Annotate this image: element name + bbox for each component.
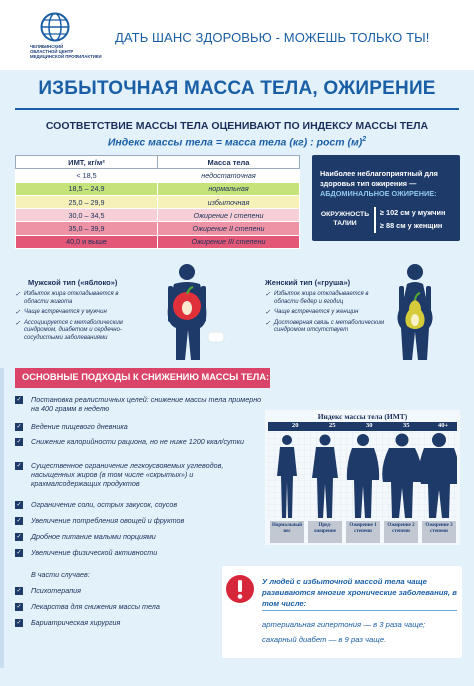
checkbox-icon: ✓: [16, 550, 22, 556]
checkbox-icon: ✓: [16, 620, 22, 626]
weight-category-cell: нормальная: [158, 182, 300, 195]
table-row: [16, 195, 300, 208]
pear-body-silhouette-icon: [385, 262, 455, 362]
scale-tick: 35: [403, 422, 410, 429]
bmi-range-cell: 25,0 – 29,9: [16, 195, 158, 208]
approach-text: Существенное ограничение легкоусвояемых углеводов, насыщенных жиров (в том числе «скрытых») и крахмалсодержащих продуктов: [31, 461, 224, 488]
approach-text: Дробное питание малыми порциями: [31, 532, 156, 541]
approach-text: Увеличение физической активности: [31, 548, 158, 557]
checkbox-icon: ✓: [16, 588, 22, 594]
approach-text: В части случаев:: [31, 570, 90, 579]
list-item: ✓ Чаще встречается у мужчин: [15, 309, 135, 317]
list-item: [15, 395, 265, 413]
approach-text: Лекарства для снижения массы тела: [31, 602, 160, 611]
waist-label: ОКРУЖНОСТЬ ТАЛИИ: [320, 211, 370, 227]
female-type-bullets: [265, 291, 385, 338]
checkbox-icon: ✓: [16, 424, 22, 430]
list-item: [15, 532, 265, 541]
warning-icon: [225, 574, 255, 604]
weight-category-cell: недостаточная: [158, 169, 300, 182]
risk-title: Наиболее неблагоприятный для здоровья тип ожирения —: [320, 169, 438, 188]
list-item: ✓ Избыток жира откладывается в области бедер и ягодиц: [265, 291, 385, 306]
list-item: ✓ Чаще встречается у женщин: [265, 309, 385, 317]
bmi-range-cell: 35,0 – 39,9: [16, 222, 158, 235]
organization-name: [30, 44, 140, 60]
bmi-subtitle: СООТВЕТСТВИЕ МАССЫ ТЕЛА ОЦЕНИВАЮТ ПО ИНДЕКСУ МАССЫ ТЕЛА: [45, 120, 429, 132]
abdominal-obesity-box: [312, 155, 460, 241]
silhouettes-title: Индекс массы тела (ИМТ): [317, 412, 408, 421]
column-header-bmi: ИМТ, кг/м²: [16, 156, 158, 169]
bmi-scale-labels: [268, 422, 457, 431]
approach-text: Ведение пищевого дневника: [31, 422, 128, 431]
list-item: [15, 422, 265, 431]
female-type-title: Женский тип («груша»): [265, 278, 351, 287]
bmi-table: [15, 155, 300, 249]
list-item: ✓ Избыток жира откладывается в области живота: [15, 291, 135, 306]
scale-tick: 40+: [438, 422, 449, 429]
list-item: [15, 548, 265, 557]
column-header-weight: Масса тела: [158, 156, 300, 169]
table-row: [16, 169, 300, 182]
weight-category-cell: Ожирение II степени: [158, 222, 300, 235]
table-header-row: [16, 156, 300, 169]
male-type-bullets: [15, 291, 135, 345]
body-silhouettes-icon: [268, 432, 457, 520]
list-item: [15, 437, 265, 446]
apple-body-silhouette-icon: [160, 262, 230, 362]
checkbox-icon: ✓: [16, 439, 22, 445]
silhouette-caption: Ожирение 1 степени: [346, 521, 380, 543]
table-row: [16, 222, 300, 235]
waist-men: ≥ 102 см у мужчин: [380, 208, 446, 217]
male-type-title: Мужской тип («яблоко»): [28, 278, 118, 287]
checkbox-icon: ✓: [16, 534, 22, 540]
bmi-formula: [0, 136, 474, 149]
risk-subtitle: АБДОМИНАЛЬНОЕ ОЖИРЕНИЕ:: [320, 189, 437, 198]
diseases-title: У людей с избыточной массой тела чаще развиваются многие хронические заболевания, в том числе:: [262, 577, 457, 608]
checkbox-icon: ✓: [16, 604, 22, 610]
bmi-range-cell: < 18,5: [16, 169, 158, 182]
formula-text: Индекс массы тела = масса тела (кг) : рост (м): [107, 136, 363, 149]
silhouette-caption: Нормальный вес: [270, 521, 304, 543]
silhouette-caption: Ожирение 3 степени: [422, 521, 456, 543]
list-item: ✓ Ассоциируется с метаболическим синдромом, диабетом и сердечно-сосудистыми заболеваниями: [15, 320, 135, 343]
silhouette-caption: Ожирение 2 степени: [384, 521, 418, 543]
list-item: ✓ Достоверная связь с метаболическим синдромом отсутствует: [265, 320, 385, 335]
approach-text: Ограничение соли, острых закусок, соусов: [31, 500, 178, 509]
page-title: ИЗБЫТОЧНАЯ МАССА ТЕЛА, ОЖИРЕНИЕ: [38, 78, 436, 99]
approach-text: Увеличение потребления овощей и фруктов: [31, 516, 185, 525]
weight-category-cell: Ожирение I степени: [158, 209, 300, 222]
disease-diabetes: сахарный диабет — в 9 раз чаще.: [262, 635, 387, 644]
list-item: [15, 461, 265, 488]
list-item: [15, 516, 265, 525]
scale-tick: 25: [329, 422, 336, 429]
disease-hypertension: артериальная гипертония — в 3 раза чаще;: [262, 620, 426, 629]
bmi-range-cell: 18,5 – 24,9: [16, 182, 158, 195]
scale-tick: 20: [292, 422, 299, 429]
weight-category-cell: избыточная: [158, 195, 300, 208]
org-line: ОБЛАСТНОЙ ЦЕНТР: [30, 49, 74, 55]
checkbox-icon: ✓: [16, 518, 22, 524]
table-row: [16, 182, 300, 195]
checkbox-icon: ✓: [16, 502, 22, 508]
waist-women: ≥ 88 см у женщин: [380, 221, 443, 230]
waist-brace: [374, 207, 376, 233]
approaches-title: ОСНОВНЫЕ ПОДХОДЫ К СНИЖЕНИЮ МАССЫ ТЕЛА:: [22, 372, 270, 382]
diseases-divider: [262, 610, 457, 611]
checkbox-icon: ✓: [16, 397, 22, 403]
weight-category-cell: Ожирение III степени: [158, 235, 300, 248]
globe-logo-icon: [40, 12, 70, 42]
bmi-range-cell: 30,0 – 34,5: [16, 209, 158, 222]
left-accent-bar: [0, 368, 4, 668]
list-item: [15, 500, 265, 509]
approach-text: Психотерапия: [31, 586, 81, 595]
checkbox-icon: ✓: [16, 463, 22, 469]
title-divider: [15, 108, 459, 110]
table-row: [16, 235, 300, 248]
slogan: ДАТЬ ШАНС ЗДОРОВЬЮ - МОЖЕШЬ ТОЛЬКО ТЫ!: [115, 30, 430, 45]
approach-text: Бариатрическая хирургия: [31, 618, 121, 627]
table-row: [16, 209, 300, 222]
formula-exponent: 2: [362, 136, 367, 143]
approach-text: Постановка реалистичных целей: снижение массы тела примерно на 400 грамм в неделю: [31, 395, 262, 413]
scale-tick: 30: [366, 422, 373, 429]
bmi-range-cell: 40,0 и выше: [16, 235, 158, 248]
org-line: ЧЕЛЯБИНСКИЙ: [30, 44, 64, 49]
org-line: МЕДИЦИНСКОЙ ПРОФИЛАКТИКИ: [30, 54, 102, 60]
approach-text: Снижение калорийности рациона, но не ниже 1200 ккал/сутки: [31, 437, 244, 446]
silhouette-caption: Пред-ожирение: [308, 521, 342, 543]
